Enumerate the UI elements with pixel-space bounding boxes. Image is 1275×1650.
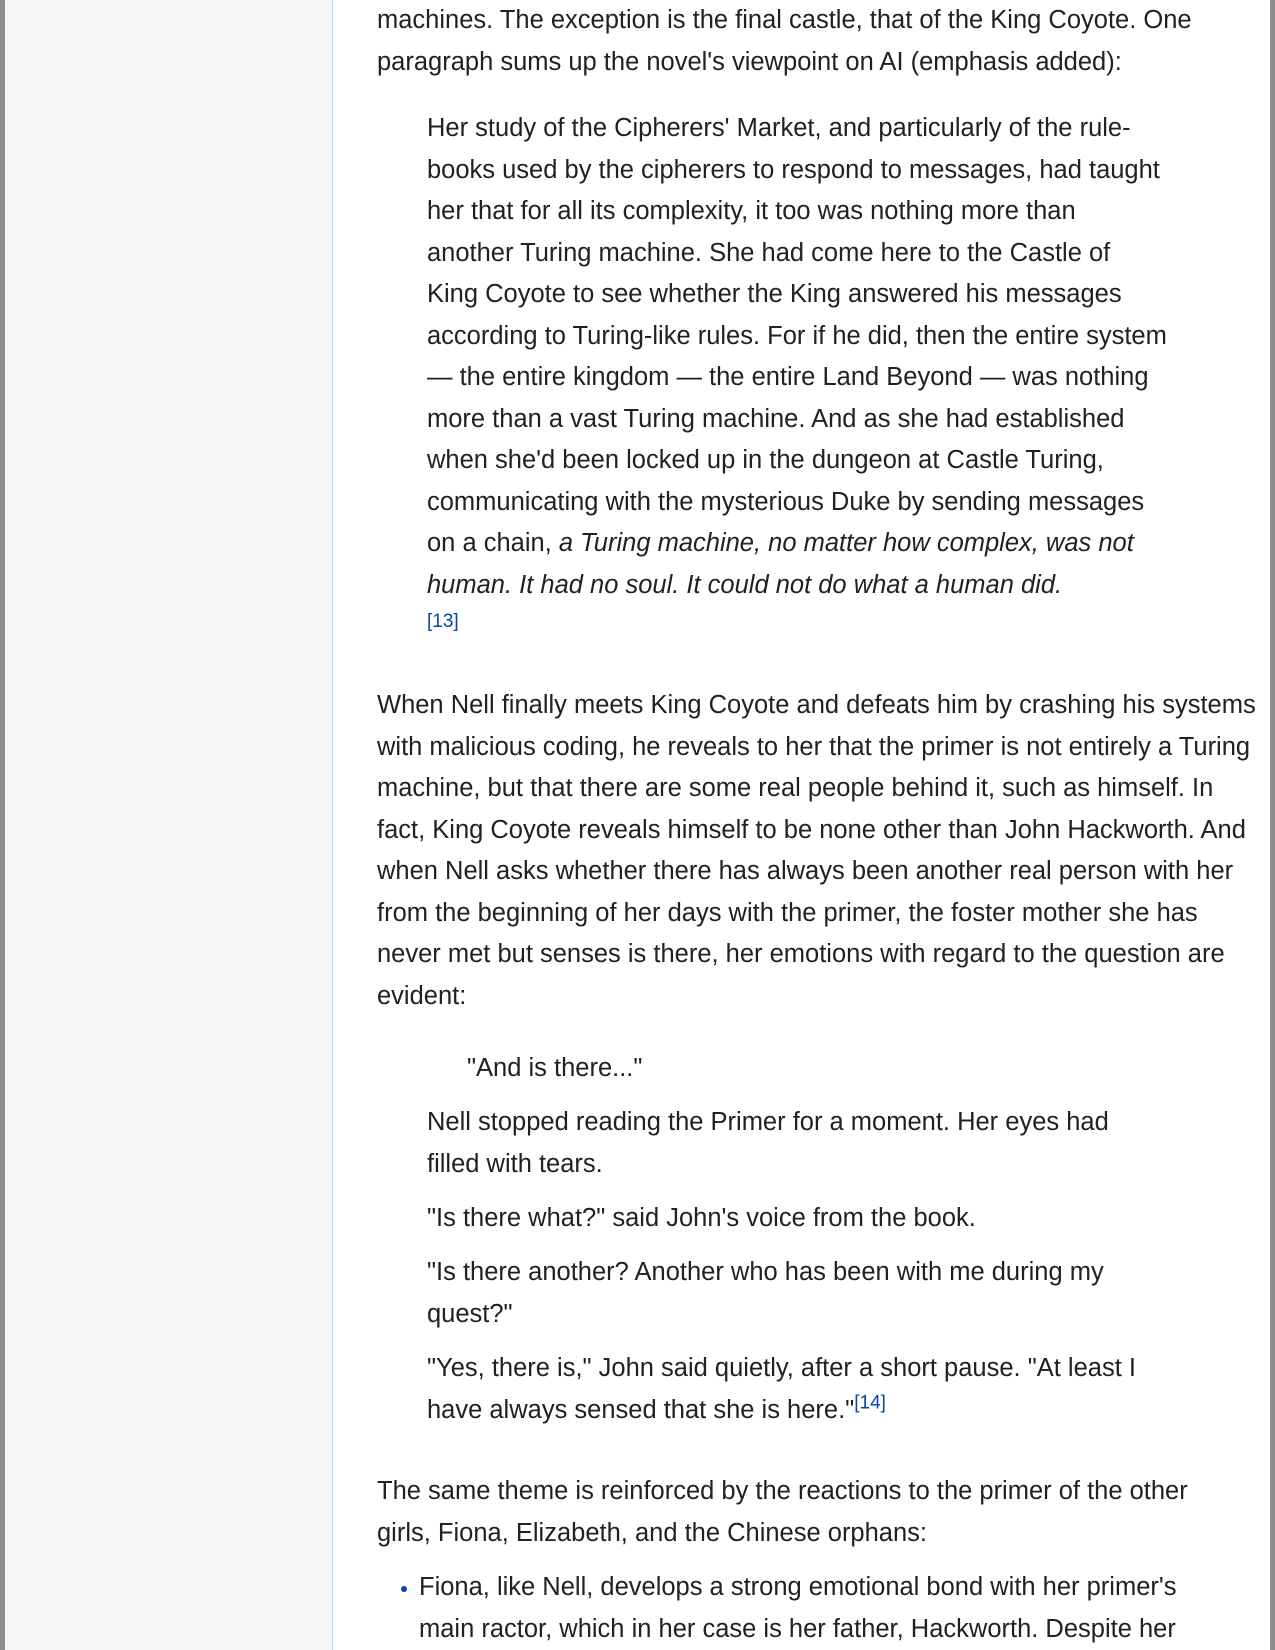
citation-13-link[interactable]: [13] (427, 611, 459, 632)
intro-paragraph: machines. The exception is the final castle, that of the King Coyote. One paragraph sums up the novel's viewpoint on AI (emphasis added): (377, 6, 1192, 76)
blockquote-1-emphasis: a Turing machine, no matter how complex, was not human. It had no soul. It could not do what a human did. (427, 529, 1134, 599)
blockquote-2-line-5 (427, 1348, 1167, 1431)
bullet-list (377, 1567, 1217, 1650)
blockquote-1-text: Her study of the Cipherers' Market, and particularly of the rule-books used by the cipherers to respond to messages, had taught her that for all its complexity, it too was nothing more than another Turing machine. She had come here to the Castle of King Coyote to see whether the King answered his messages according to Turing-like rules. For if he did, then the entire system — the entire kingdom — the entire Land Beyond — was nothing more than a vast Turing machine. And as she had established when she'd been locked up in the dungeon at Castle Turing, communicating with the mysterious Duke by sending messages on a chain, (427, 114, 1167, 557)
blockquote-1 (427, 108, 1167, 636)
blockquote-2-line-2: Nell stopped reading the Primer for a moment. Her eyes had filled with tears. (427, 1108, 1109, 1178)
article-content (333, 0, 1265, 1650)
blockquote-2-line-1: "And is there..." (467, 1054, 643, 1082)
blockquote-2-line-5-text: "Yes, there is," John said quietly, after a short pause. "At least I have always sensed that she is here." (427, 1354, 1136, 1424)
paragraph-3: The same theme is reinforced by the reactions to the primer of the other girls, Fiona, Elizabeth, and the Chinese orphans: (377, 1477, 1188, 1547)
list-item-text: Fiona, like Nell, develops a strong emotional bond with her primer's main ractor, which in her case is her father, Hackworth. Despite her (419, 1573, 1177, 1643)
paragraph-2: When Nell finally meets King Coyote and defeats him by crashing his systems with malicious coding, he reveals to her that the primer is not entirely a Turing machine, but that there are some real people behind it, such as himself. In fact, King Coyote reveals himself to be none other than John Hackworth. And when Nell asks whether there has always been another real person with her from the beginning of her days with the primer, the foster mother she has never met but senses is there, her emotions with regard to the question are evident: (377, 691, 1256, 1010)
bullet-icon (401, 1586, 407, 1592)
window-frame-right (1270, 0, 1275, 1650)
blockquote-2-line-4: "Is there another? Another who has been with me during my quest?" (427, 1258, 1104, 1328)
sidebar (5, 0, 333, 1650)
list-item (377, 1567, 1217, 1650)
blockquote-2-line-3: "Is there what?" said John's voice from the book. (427, 1204, 976, 1232)
citation-14-link[interactable]: [14] (854, 1392, 886, 1413)
